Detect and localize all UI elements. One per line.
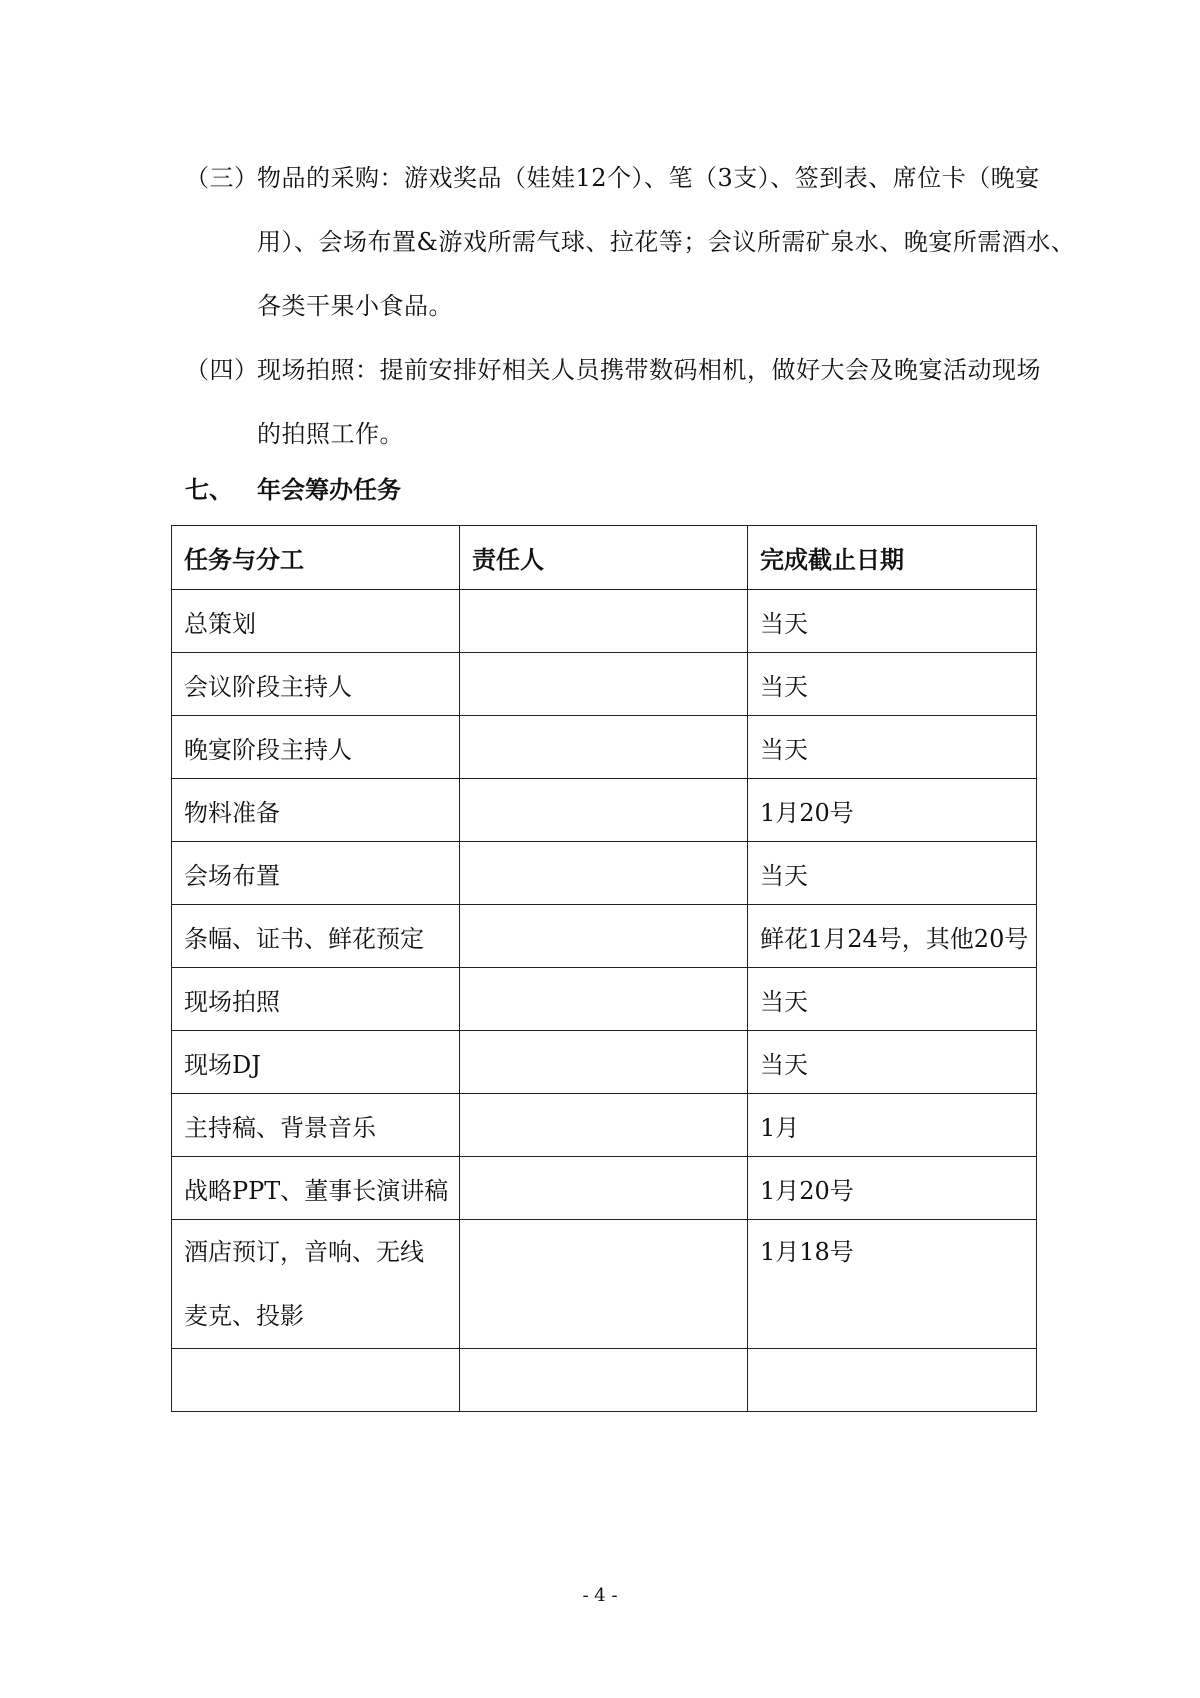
table-row [172, 905, 1037, 968]
cell-deadline: 鲜花1月24号，其他20号 [748, 905, 1037, 968]
paragraph-text: 用）、会场布置&游戏所需气球、拉花等；会议所需矿泉水、晚宴所需酒水、 [257, 228, 1076, 256]
cell-task: 条幅、证书、鲜花预定 [172, 905, 460, 968]
section-heading [185, 470, 401, 510]
paragraph-procurement [185, 146, 1076, 338]
header-owner: 责任人 [460, 526, 748, 590]
cell-deadline: 1月20号 [748, 1157, 1037, 1220]
table-row [172, 779, 1037, 842]
table-row [172, 1349, 1037, 1412]
paragraph-text: 现场拍照：提前安排好相关人员携带数码相机，做好大会及晚宴活动现场 [257, 356, 1041, 384]
cell-owner [460, 1094, 748, 1157]
paragraph-text: 物品的采购：游戏奖品（娃娃12个）、笔（3支）、签到表、席位卡（晚宴 [257, 164, 1040, 192]
paragraph-photography [185, 338, 1041, 466]
cell-task: 晚宴阶段主持人 [172, 716, 460, 779]
table-row [172, 968, 1037, 1031]
cell-deadline: 当天 [748, 968, 1037, 1031]
paragraph-label: （四） [185, 356, 259, 384]
cell-task: 现场DJ [172, 1031, 460, 1094]
cell-owner [460, 590, 748, 653]
table-row [172, 1094, 1037, 1157]
cell-owner [460, 905, 748, 968]
cell-owner [460, 716, 748, 779]
cell-deadline [748, 1349, 1037, 1412]
paragraph-label: （三） [185, 164, 259, 192]
cell-task: 酒店预订，音响、无线麦克、投影 [172, 1220, 460, 1349]
cell-deadline: 1月20号 [748, 779, 1037, 842]
cell-task: 会场布置 [172, 842, 460, 905]
cell-owner [460, 1157, 748, 1220]
table-row [172, 653, 1037, 716]
table-row [172, 1157, 1037, 1220]
table-row [172, 1220, 1037, 1349]
paragraph-text: 各类干果小食品。 [257, 292, 453, 320]
section-number: 七、 [185, 475, 233, 504]
cell-task: 总策划 [172, 590, 460, 653]
cell-task: 物料准备 [172, 779, 460, 842]
cell-deadline: 当天 [748, 716, 1037, 779]
cell-owner [460, 842, 748, 905]
cell-task: 战略PPT、董事长演讲稿 [172, 1157, 460, 1220]
cell-deadline: 当天 [748, 590, 1037, 653]
table-row [172, 842, 1037, 905]
cell-deadline: 当天 [748, 1031, 1037, 1094]
cell-task [172, 1349, 460, 1412]
section-title: 年会筹办任务 [257, 475, 401, 504]
paragraph-text: 的拍照工作。 [257, 420, 404, 448]
cell-owner [460, 1031, 748, 1094]
table-row [172, 1031, 1037, 1094]
cell-owner [460, 653, 748, 716]
table-header-row [172, 526, 1037, 590]
cell-deadline: 1月18号 [748, 1220, 1037, 1349]
header-task: 任务与分工 [172, 526, 460, 590]
cell-task: 主持稿、背景音乐 [172, 1094, 460, 1157]
paragraph-line [185, 338, 1041, 402]
cell-deadline: 当天 [748, 842, 1037, 905]
cell-deadline: 1月 [748, 1094, 1037, 1157]
table-row [172, 590, 1037, 653]
task-table [171, 525, 1037, 1412]
table-row [172, 716, 1037, 779]
cell-owner [460, 1349, 748, 1412]
cell-owner [460, 779, 748, 842]
cell-deadline: 当天 [748, 653, 1037, 716]
page-number: - 4 - [582, 1585, 618, 1606]
paragraph-line [185, 146, 1040, 210]
cell-owner [460, 1220, 748, 1349]
header-deadline: 完成截止日期 [748, 526, 1037, 590]
cell-owner [460, 968, 748, 1031]
cell-task: 现场拍照 [172, 968, 460, 1031]
cell-task: 会议阶段主持人 [172, 653, 460, 716]
